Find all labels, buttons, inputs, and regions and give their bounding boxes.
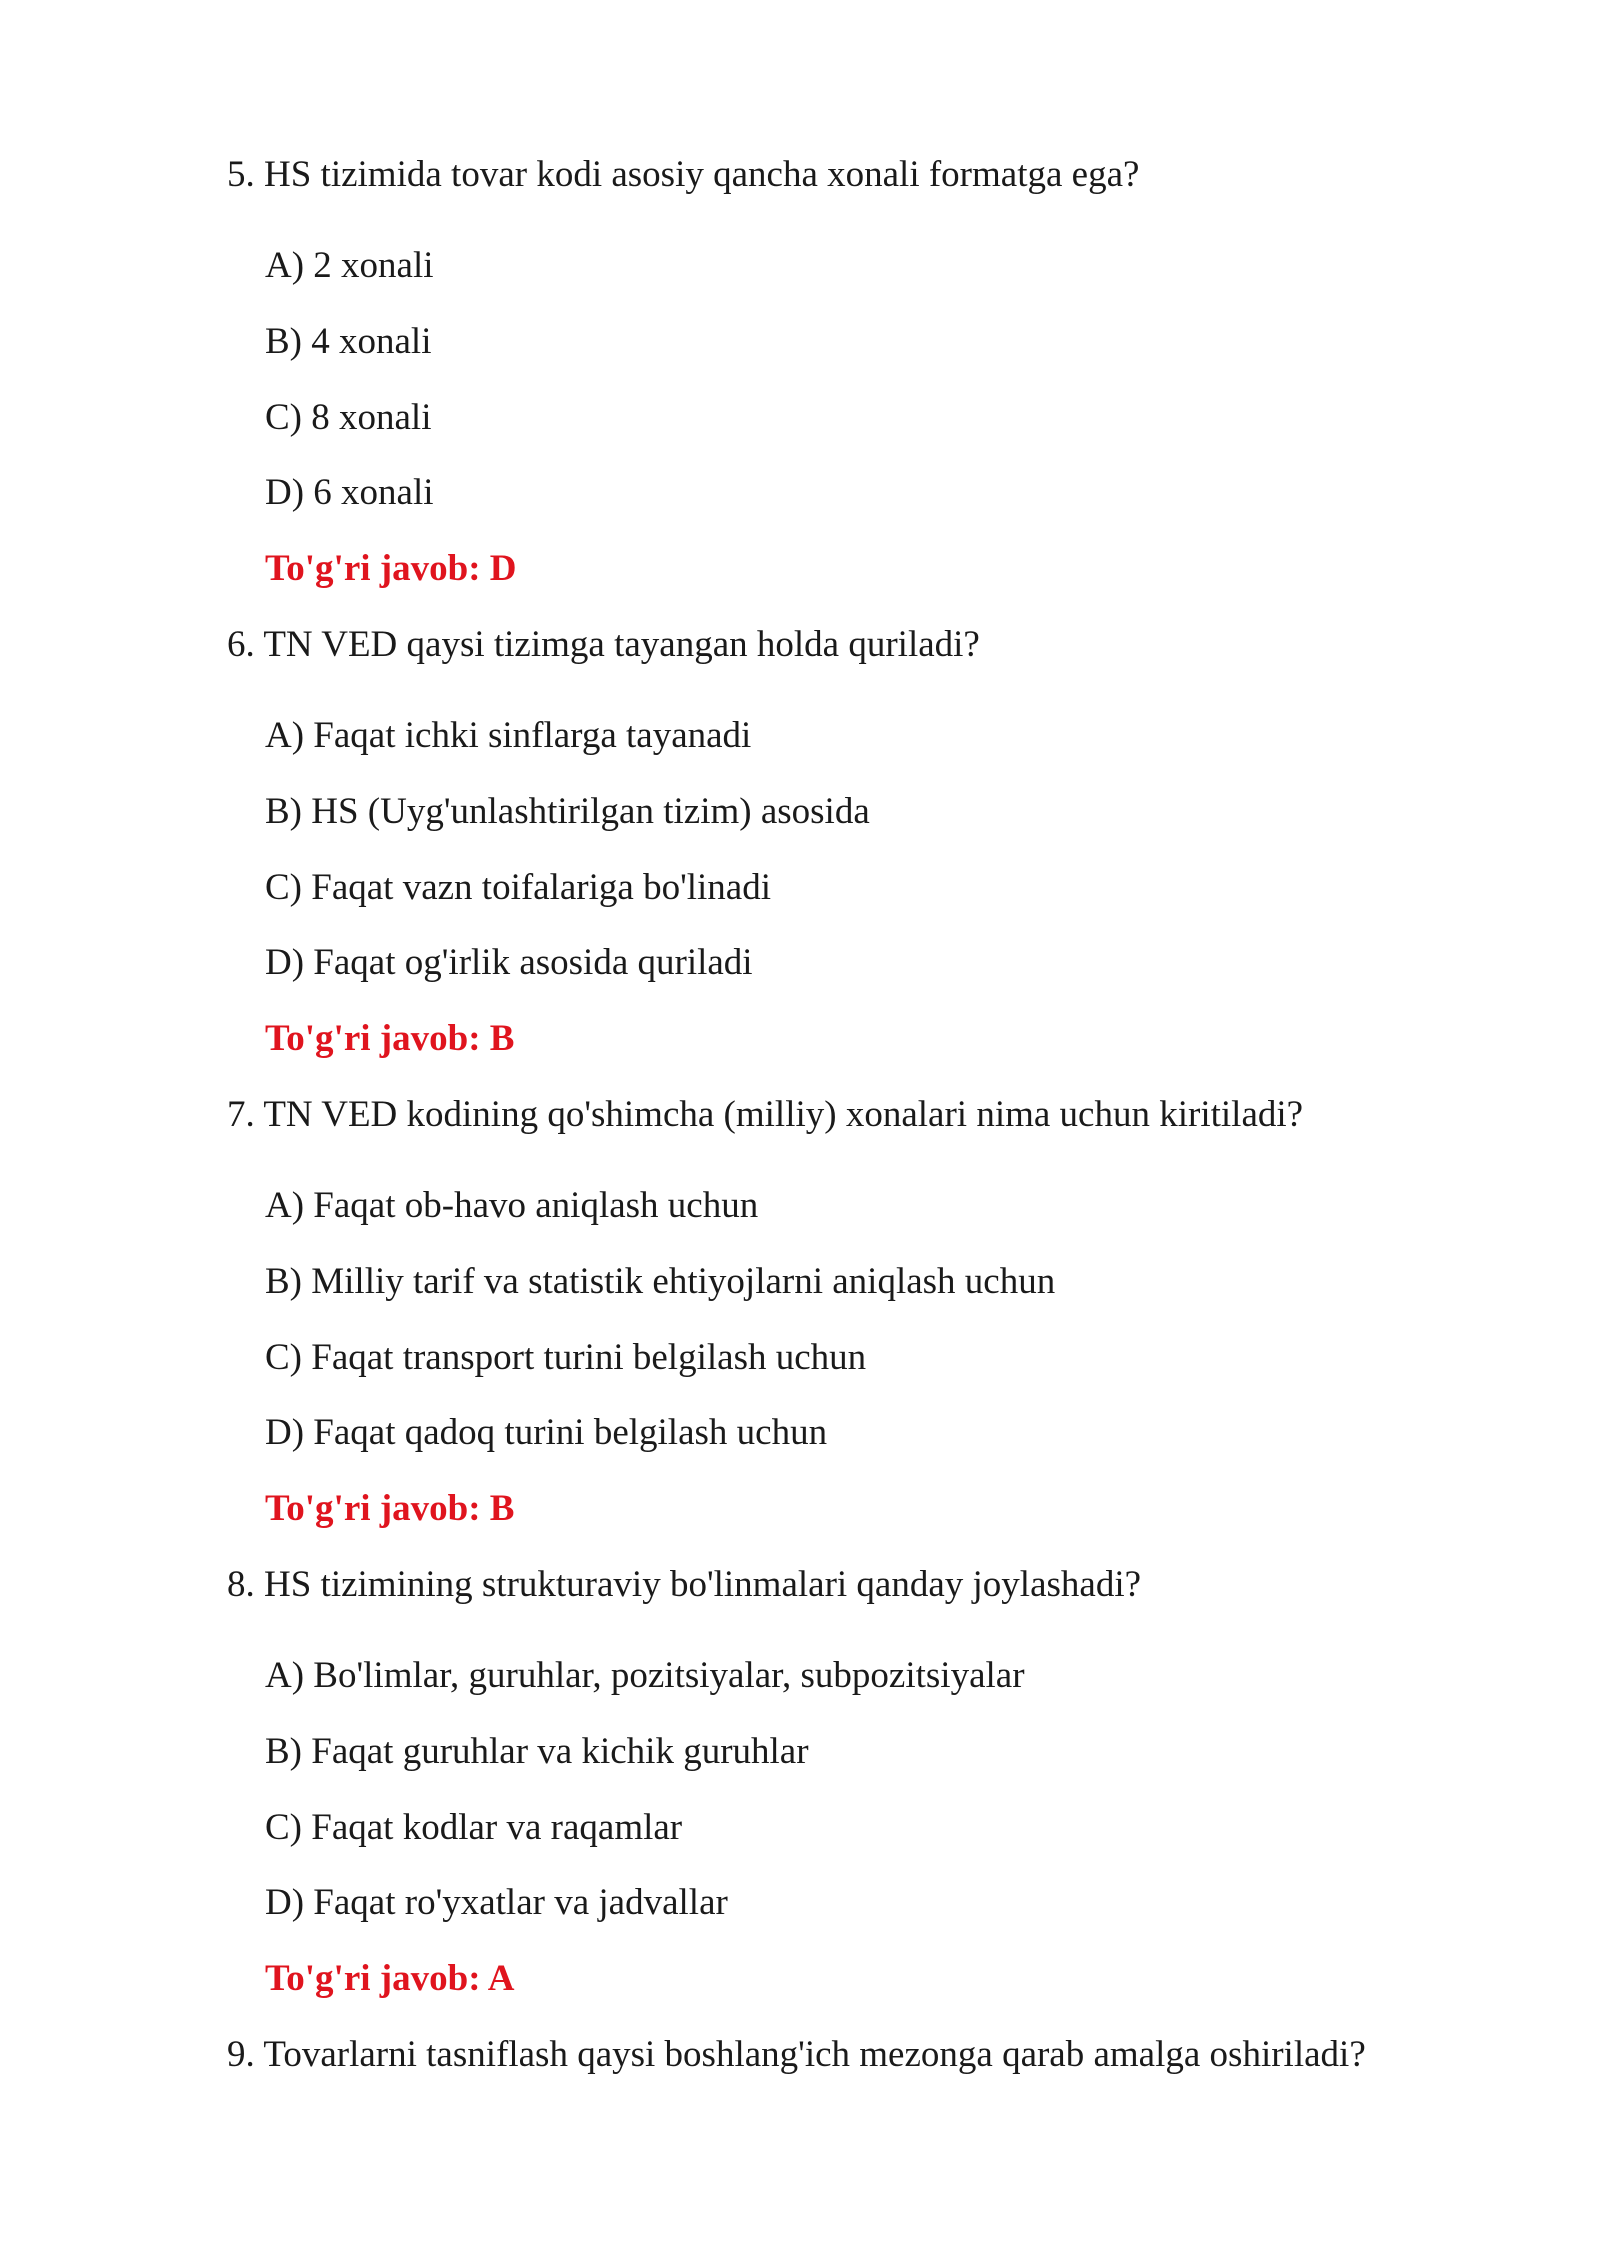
question-9-text: 9. Tovarlarni tasniflash qaysi boshlang'ich mezonga qarab amalga oshiriladi? xyxy=(227,2034,1366,2075)
question-8-answer: To'g'ri javob: A xyxy=(265,1958,515,1999)
question-6-text: 6. TN VED qaysi tizimga tayangan holda quriladi? xyxy=(227,624,980,665)
question-6-option-a: A) Faqat ichki sinflarga tayanadi xyxy=(265,715,752,756)
question-7-option-a: A) Faqat ob-havo aniqlash uchun xyxy=(265,1185,759,1226)
question-6-option-b: B) HS (Uyg'unlashtirilgan tizim) asosida xyxy=(265,791,870,832)
question-5-option-c: C) 8 xonali xyxy=(265,397,432,438)
question-5-option-a: A) 2 xonali xyxy=(265,245,434,286)
question-7-option-c: C) Faqat transport turini belgilash uchun xyxy=(265,1337,867,1378)
question-8-option-d: D) Faqat ro'yxatlar va jadvallar xyxy=(265,1882,728,1923)
question-5-option-b: B) 4 xonali xyxy=(265,321,432,362)
question-6-option-c: C) Faqat vazn toifalariga bo'linadi xyxy=(265,867,772,908)
question-6-answer: To'g'ri javob: B xyxy=(265,1018,515,1059)
question-5-answer: To'g'ri javob: D xyxy=(265,548,517,589)
question-5-text: 5. HS tizimida tovar kodi asosiy qancha xonali formatga ega? xyxy=(227,154,1140,195)
question-7-option-d: D) Faqat qadoq turini belgilash uchun xyxy=(265,1412,828,1453)
question-5-option-d: D) 6 xonali xyxy=(265,472,434,513)
question-8-option-b: B) Faqat guruhlar va kichik guruhlar xyxy=(265,1731,809,1772)
question-6-option-d: D) Faqat og'irlik asosida quriladi xyxy=(265,942,753,983)
question-8-option-a: A) Bo'limlar, guruhlar, pozitsiyalar, subpozitsiyalar xyxy=(265,1655,1025,1696)
question-7-answer: To'g'ri javob: B xyxy=(265,1488,515,1529)
question-7-option-b: B) Milliy tarif va statistik ehtiyojlarni aniqlash uchun xyxy=(265,1261,1056,1302)
question-8-text: 8. HS tizimining strukturaviy bo'linmalari qanday joylashadi? xyxy=(227,1564,1142,1605)
question-7-text: 7. TN VED kodining qo'shimcha (milliy) xonalari nima uchun kiritiladi? xyxy=(227,1094,1304,1135)
question-8-option-c: C) Faqat kodlar va raqamlar xyxy=(265,1807,683,1848)
